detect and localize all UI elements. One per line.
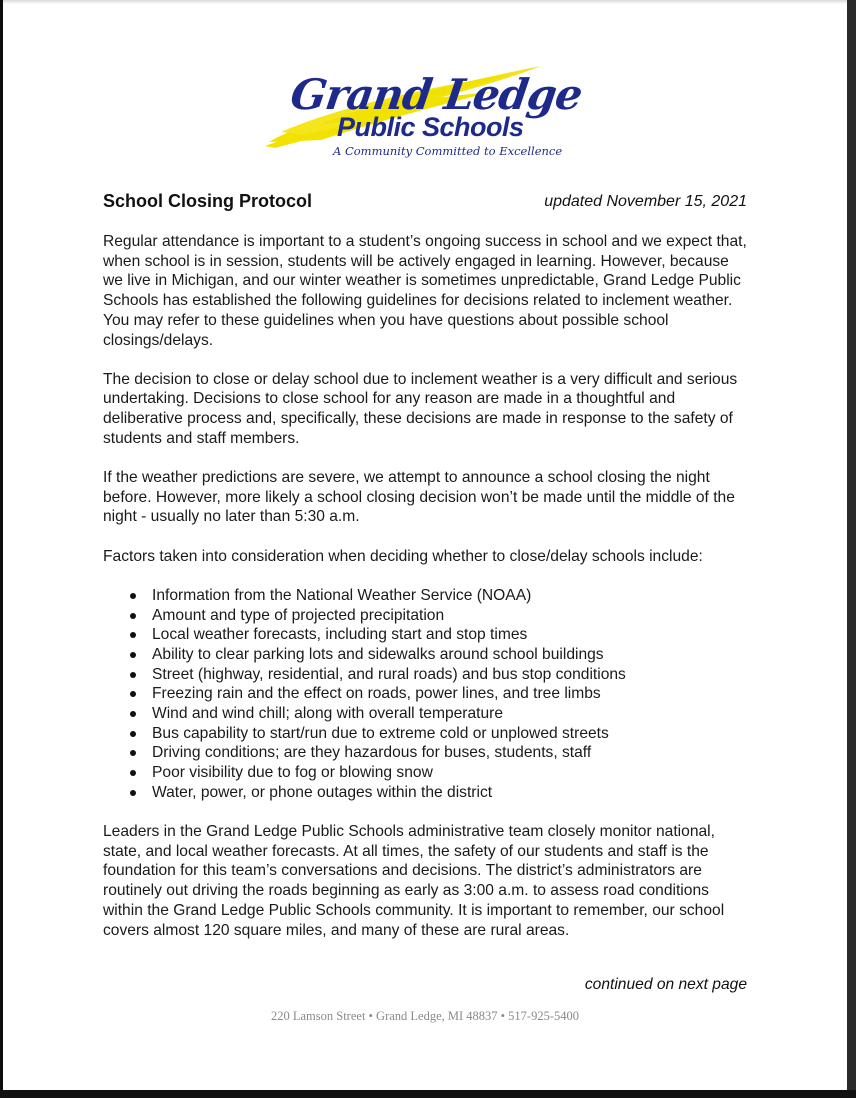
paragraph-factors-intro: Factors taken into consideration when deciding whether to close/delay schools include: [103,547,703,565]
bullet-icon [130,593,136,599]
list-item-text: Water, power, or phone outages within the district [152,783,493,801]
list-item [129,743,753,763]
viewer-edge-bottom [0,1090,856,1098]
list-item [129,724,753,744]
continued-note: continued on next page [584,976,747,993]
logo-tagline: A Community Committed to Excellence [333,144,563,158]
bullet-icon [130,613,136,619]
bullet-icon [130,770,136,776]
list-item-text: Wind and wind chill; along with overall temperature [152,705,504,723]
paragraph-decision: The decision to close or delay school due to inclement weather is a very difficult and serious undertaking. Decisions to close school for any reason are made in a thoughtful and deliberative process and, specifically, these decisions are made in response to the safety of students and staff members. [103,370,738,447]
list-item [129,783,753,803]
document-body [103,232,753,960]
list-item-text: Amount and type of projected precipitation [152,606,445,624]
list-item [129,665,753,685]
document-page [3,0,847,1090]
list-item-text: Ability to clear parking lots and sidewalks around school buildings [152,645,604,663]
list-item [129,586,753,606]
list-item [129,684,753,704]
list-item [129,606,753,626]
list-item-text: Poor visibility due to fog or blowing snow [152,764,433,782]
list-item-text: Information from the National Weather Service (NOAA) [152,586,532,604]
bullet-icon [130,790,136,796]
list-item [129,625,753,645]
list-item-text: Street (highway, residential, and rural roads) and bus stop conditions [152,665,626,683]
bullet-icon [130,632,136,638]
bullet-icon [130,731,136,737]
factors-list [103,586,753,803]
bullet-icon [130,750,136,756]
bullet-icon [130,652,136,658]
list-item [129,704,753,724]
list-item [129,763,753,783]
paragraph-attendance: Regular attendance is important to a student’s ongoing success in school and we expect that, when school is in session, students will be actively engaged in learning. However, because we live in Michigan, and our winter weather is sometimes unpredictable, Grand Ledge Public Schools has established the following guidelines for decisions related to inclement weather. You may refer to these guidelines when you have questions about possible school closings/delays. [103,233,747,349]
bullet-icon [130,672,136,678]
viewer-edge-right [847,0,856,1098]
updated-date: updated November 15, 2021 [544,193,747,210]
paragraph-leaders: Leaders in the Grand Ledge Public Schools administrative team closely monitor national, state, and local weather forecasts. At all times, the safety of our students and staff is the foundation for this team’s conversations and decisions. The district’s administrators are routinely out driving the roads beginning as early as 3:00 a.m. to assess road conditions within the Grand Ledge Public Schools community. It is important to remember, our school covers almost 120 square miles, and many of these are rural areas. [103,823,725,939]
list-item-text: Driving conditions; are they hazardous for buses, students, staff [152,744,592,762]
document-title: School Closing Protocol [103,191,313,211]
list-item-text: Bus capability to start/run due to extreme cold or unplowed streets [152,724,609,742]
school-logo [261,62,601,166]
list-item [129,645,753,665]
bullet-icon [130,691,136,697]
bullet-icon [130,711,136,717]
page-top-shadow [3,0,847,4]
footer-address: 220 Lamson Street • Grand Ledge, MI 48837 • 517-925-5400 [270,1009,579,1023]
paragraph-timing: If the weather predictions are severe, we attempt to announce a school closing the night before. However, more likely a school closing decision won’t be made until the middle of the night - usually no later than 5:30 a.m. [103,469,735,526]
logo-text-public-schools: Public Schools [337,112,524,142]
list-item-text: Freezing rain and the effect on roads, power lines, and tree limbs [152,685,601,703]
logo-text-grand-ledge: Grand Ledge [287,70,585,119]
list-item-text: Local weather forecasts, including start and stop times [152,626,528,644]
